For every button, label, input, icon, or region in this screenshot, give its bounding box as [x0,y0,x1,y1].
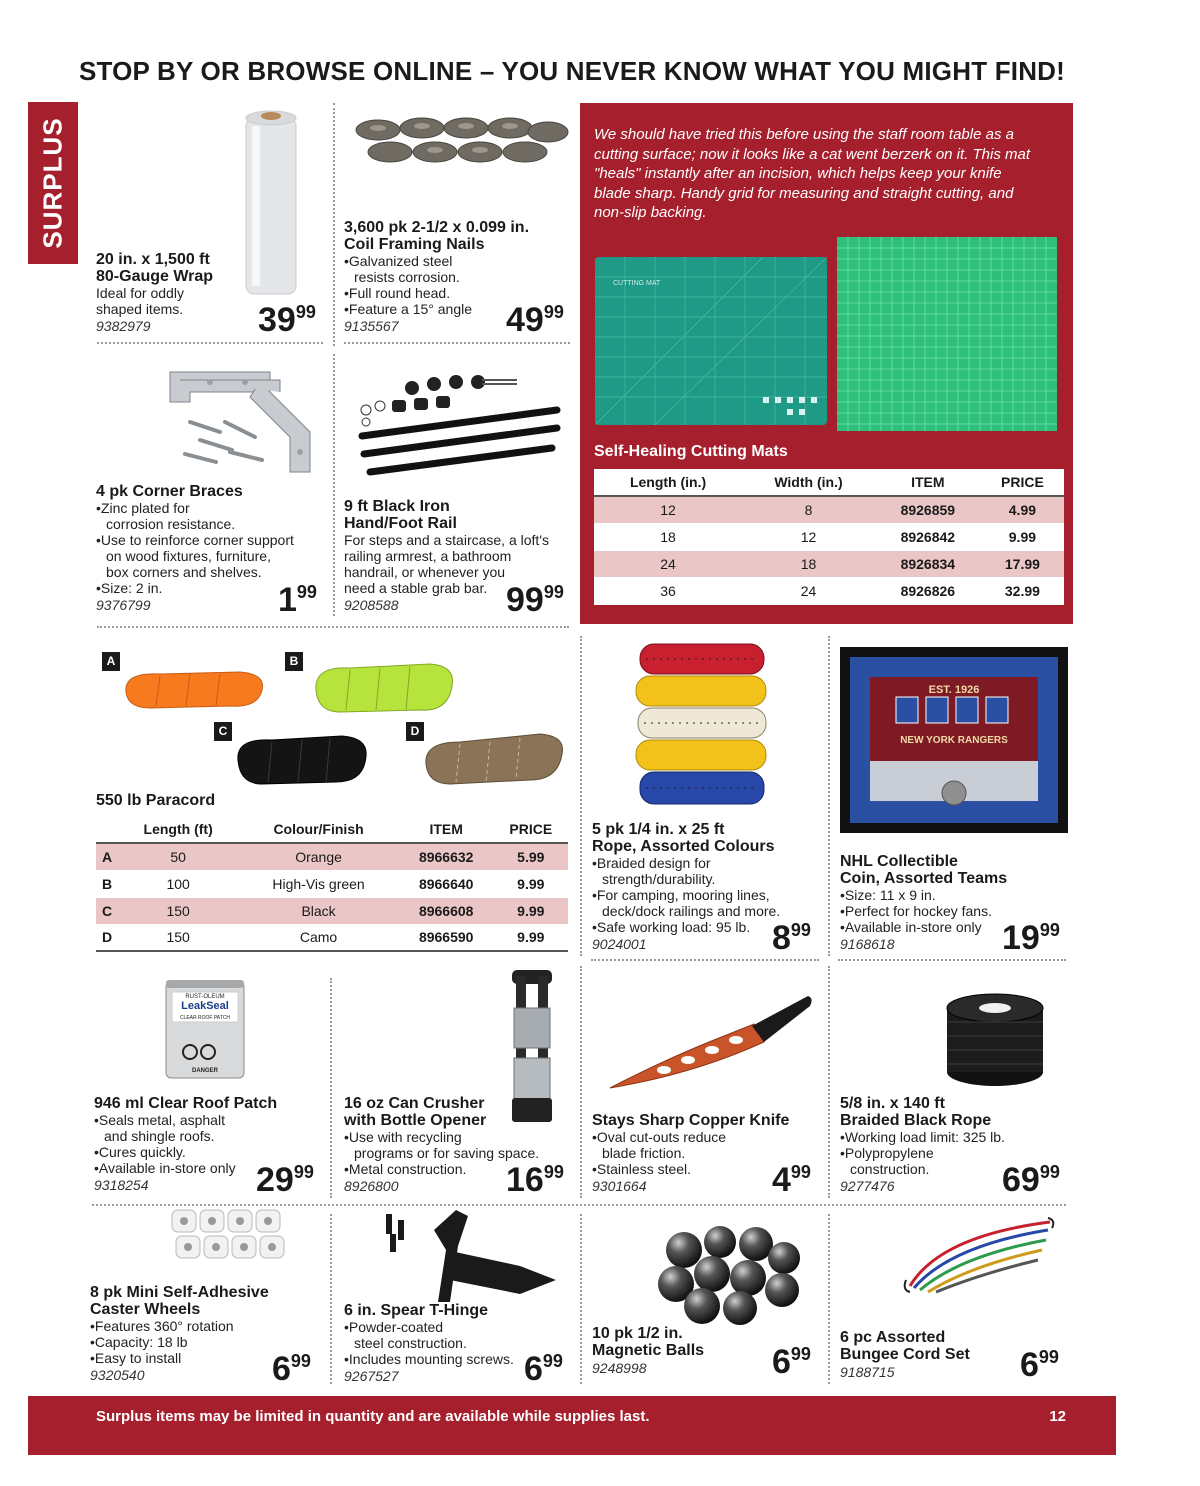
table-cell: 12 [594,496,742,523]
paracord-orange-image [120,664,270,719]
table-header: Length (ft) [118,816,238,843]
separator [828,966,830,1198]
table-row [594,577,1064,604]
product-bullet: •Perfect for hockey fans. [840,903,992,919]
price: $6^{99}$ [1020,1346,1059,1384]
product-bullet: deck/dock railings and more. [602,903,781,919]
paracord-black-image [232,730,372,793]
table-cell: 18 [594,523,742,550]
product-bullet: •Available in-store only [94,1160,236,1176]
product-copper-knife [592,1112,802,1195]
product-sku: 9320540 [90,1367,145,1383]
table-cell: 24 [742,577,875,604]
separator [580,636,582,956]
table-cell: 150 [118,924,238,951]
product-sku: 9277476 [840,1178,895,1194]
product-desc: Ideal for oddly [96,285,184,301]
product-bullet: •Oval cut-outs reduce [592,1129,727,1145]
table-cell: 9.99 [494,924,568,951]
frame-team-text: NEW YORK RANGERS [900,735,1008,746]
product-bullet: •Capacity: 18 lb [90,1334,188,1350]
product-sku: 9188715 [840,1364,895,1380]
separator [580,966,582,1198]
paracord-title: 550 lb Paracord [96,792,216,809]
product-desc: railing armrest, a bathroom [344,548,512,564]
frame-est-text: EST. 1926 [928,684,980,696]
product-bullet: box corners and shelves. [106,564,262,580]
paracord-camo-image [420,730,570,793]
table-cell: D [96,924,118,951]
table-header: PRICE [494,816,568,843]
product-title: Magnetic Balls [592,1342,705,1359]
price: $8^{99}$ [772,919,811,957]
product-bullet: •Zinc plated for [96,500,190,516]
table-header-row [594,469,1064,496]
product-bullet: resists corrosion. [354,269,460,285]
product-title: Coil Framing Nails [344,236,485,253]
separator [333,354,335,616]
surplus-tab [28,102,78,264]
corner-braces-image [150,362,320,487]
magnetic-balls-image [656,1226,806,1331]
table-header: PRICE [981,469,1064,496]
product-bullet: strength/durability. [602,871,716,887]
product-sku: 9168618 [840,936,895,952]
table-cell: 8966632 [399,843,494,870]
paracord-price-table [96,816,568,952]
table-row [594,523,1064,550]
product-bullet: •Cures quickly. [94,1144,186,1160]
mat-price-table [594,469,1064,605]
table-cell: C [96,897,118,924]
t-hinge-image [380,1210,560,1309]
table-cell: Black [238,897,399,924]
product-bullet: •Includes mounting screws. [344,1351,514,1367]
nhl-frame-image [840,647,1068,838]
product-title: 8 pk Mini Self-Adhesive [90,1284,269,1301]
table-cell: 32.99 [981,577,1064,604]
product-bullet: •Seals metal, asphalt [94,1112,225,1128]
braided-rope-spool-image [940,982,1050,1097]
product-bullet: •Full round head. [344,285,451,301]
table-header-row [96,816,568,843]
product-bullet: •Use with recycling [344,1129,462,1145]
product-title: 16 oz Can Crusher [344,1095,485,1112]
product-bullet: programs or for saving space. [354,1145,540,1161]
product-sku: 9024001 [592,936,647,952]
product-bullet: •For camping, mooring lines, [592,887,770,903]
product-bullet: •Easy to install [90,1350,182,1366]
product-title: Coin, Assorted Teams [840,870,1008,887]
product-sku: 9267527 [344,1368,399,1384]
price: $99^{99}$ [506,581,564,619]
bungee-cords-image [900,1216,1060,1301]
product-desc: For steps and a staircase, a loft's [344,532,549,548]
table-cell: High-Vis green [238,870,399,897]
can-sub: CLEAR ROOF PATCH [179,1015,231,1021]
product-title: 6 pc Assorted [840,1329,946,1346]
separator [344,342,570,344]
product-bullet: and shingle roofs. [104,1128,215,1144]
product-bullet: •Features 360° rotation [90,1318,234,1334]
product-bullet: •Available in-store only [840,919,982,935]
product-title: Caster Wheels [90,1301,201,1318]
product-title: 9 ft Black Iron [344,498,450,515]
product-magnetic-balls [592,1325,772,1377]
product-desc: handrail, or whenever you [344,564,506,580]
price: $16^{99}$ [506,1161,564,1199]
product-bullet: •Feature a 15° angle [344,301,473,317]
product-title: with Bottle Opener [344,1112,487,1129]
separator [330,978,332,1198]
can-warning: DANGER [191,1068,219,1074]
page-footer [28,1396,1116,1455]
product-title: 4 pk Corner Braces [96,483,243,500]
product-bullet: steel construction. [354,1335,467,1351]
product-bullet: •Use to reinforce corner support [96,532,294,548]
product-sku: 9376799 [96,597,151,613]
can-name: LeakSeal [181,1000,229,1012]
variant-tag: C [214,722,232,741]
table-cell: 150 [118,897,238,924]
product-caster-wheels [90,1284,290,1384]
product-sku: 9382979 [96,318,151,334]
table-cell: 8926834 [875,550,981,577]
table-header: Width (in.) [742,469,875,496]
separator [828,636,830,956]
table-cell: 8926842 [875,523,981,550]
product-title: 946 ml Clear Roof Patch [94,1095,278,1112]
table-row [96,897,568,924]
table-cell: 9.99 [494,870,568,897]
roof-patch-can-image [162,976,248,1087]
product-sku: 9301664 [592,1178,647,1194]
page-headline: STOP BY OR BROWSE ONLINE – YOU NEVER KNOW WHAT YOU MIGHT FIND! [78,56,1066,86]
iron-rail-image [352,370,567,490]
product-title: 5 pk 1/4 in. x 25 ft [592,821,725,838]
table-header: ITEM [875,469,981,496]
table-header: Colour/Finish [238,816,399,843]
price: $29^{99}$ [256,1161,314,1199]
product-bullet: blade friction. [602,1145,686,1161]
separator [591,959,819,961]
product-bullet: corrosion resistance. [106,516,236,532]
caster-wheels-image [168,1206,288,1293]
variant-tag: A [102,652,120,671]
product-title: 3,600 pk 2-1/2 x 0.099 in. [344,219,530,236]
variant-tag: B [285,652,303,671]
product-title: Bungee Cord Set [840,1346,970,1363]
footer-note: Surplus items may be limited in quantity and are available while supplies last. [96,1408,650,1425]
product-bullet: •Powder-coated [344,1319,444,1335]
price: $6^{99}$ [772,1343,811,1381]
product-title: 20 in. x 1,500 ft [96,251,210,268]
product-bullet: •Metal construction. [344,1161,467,1177]
mat-print-label: CUTTING MAT [613,280,661,287]
table-cell: 36 [594,577,742,604]
table-cell: 17.99 [981,550,1064,577]
table-cell: 8926859 [875,496,981,523]
product-bungee-cords [840,1329,1020,1381]
product-bullet: construction. [850,1161,930,1177]
table-cell: 8966640 [399,870,494,897]
product-title: 5/8 in. x 140 ft [840,1095,945,1112]
separator [97,626,569,628]
table-row [96,924,568,951]
product-bullet: •Size: 11 x 9 in. [840,887,936,903]
table-row [594,550,1064,577]
price: $49^{99}$ [506,301,564,339]
product-bullet: •Size: 2 in. [96,580,163,596]
table-cell: 100 [118,870,238,897]
table-row [96,843,568,870]
table-cell: 24 [594,550,742,577]
cutting-mat-promo [580,103,1073,624]
price: $39^{99}$ [258,301,316,339]
product-sku: 9208588 [344,597,399,613]
price: $69^{99}$ [1002,1161,1060,1199]
table-cell: 8966608 [399,897,494,924]
rope-5pk-image [632,640,772,815]
separator [580,1214,582,1384]
page-number: 12 [1049,1408,1066,1425]
product-bullet: on wood fixtures, furniture, [106,548,271,564]
promo-text: We should have tried this before using the staff room table as a cutting surface; now it looks like a cat went berzerk on it. This mat "heals" instantly after an incision, which helps keep your knife blade sharp. Handy grid for measuring and straight cutting, and non-slip backing. [594,126,1031,221]
product-title: Braided Black Rope [840,1112,992,1129]
mat-table-title: Self-Healing Cutting Mats [594,443,788,460]
product-bullet: •Working load limit: 325 lb. [840,1129,1005,1145]
product-title: Hand/Foot Rail [344,515,457,532]
surplus-tab-label: SURPLUS [37,117,68,249]
cutting-mat-image [595,257,827,430]
product-bullet: •Stainless steel. [592,1161,692,1177]
product-bullet: •Braided design for [592,855,711,871]
table-cell: 12 [742,523,875,550]
product-bullet: •Polypropylene [840,1145,934,1161]
product-title: 6 in. Spear T-Hinge [344,1302,489,1319]
separator [828,1214,830,1384]
product-title: Stays Sharp Copper Knife [592,1112,790,1129]
table-cell: B [96,870,118,897]
table-row [594,496,1064,523]
product-desc: shaped items. [96,301,184,317]
separator [330,1214,332,1384]
product-wrap [96,251,256,335]
table-cell: 9.99 [981,523,1064,550]
product-sku: 9248998 [592,1360,647,1376]
table-row [96,870,568,897]
price: $6^{99}$ [524,1350,563,1388]
table-cell: A [96,843,118,870]
product-sku: 8926800 [344,1178,399,1194]
copper-knife-image [604,990,816,1101]
table-cell: Orange [238,843,399,870]
product-title: Rope, Assorted Colours [592,838,775,855]
can-brand: RUST-OLEUM [185,994,225,1000]
table-cell: 8966590 [399,924,494,951]
product-bullet: •Galvanized steel [344,253,453,269]
table-cell: 8 [742,496,875,523]
table-header: ITEM [399,816,494,843]
coil-nails-image [350,112,570,179]
price: $19^{99}$ [1002,919,1060,957]
product-sku: 9318254 [94,1177,149,1193]
table-cell: 18 [742,550,875,577]
table-header: Length (in.) [594,469,742,496]
separator [97,342,323,344]
table-cell: 5.99 [494,843,568,870]
paracord-green-image [310,656,460,725]
price: $6^{99}$ [272,1350,311,1388]
product-desc: need a stable grab bar. [344,580,488,596]
separator [333,103,335,346]
product-bullet: •Safe working load: 95 lb. [592,919,751,935]
separator [838,959,1066,961]
price: $1^{99}$ [278,581,317,619]
table-cell: Camo [238,924,399,951]
table-cell: 8926826 [875,577,981,604]
table-header [96,816,118,843]
table-cell: 4.99 [981,496,1064,523]
product-title: 10 pk 1/2 in. [592,1325,683,1342]
cutting-mat-grid-image [837,237,1057,436]
table-cell: 50 [118,843,238,870]
table-cell: 9.99 [494,897,568,924]
product-title: 80-Gauge Wrap [96,268,214,285]
price: $4^{99}$ [772,1161,811,1199]
product-sku: 9135567 [344,318,399,334]
product-title: NHL Collectible [840,853,958,870]
variant-tag: D [406,722,424,741]
